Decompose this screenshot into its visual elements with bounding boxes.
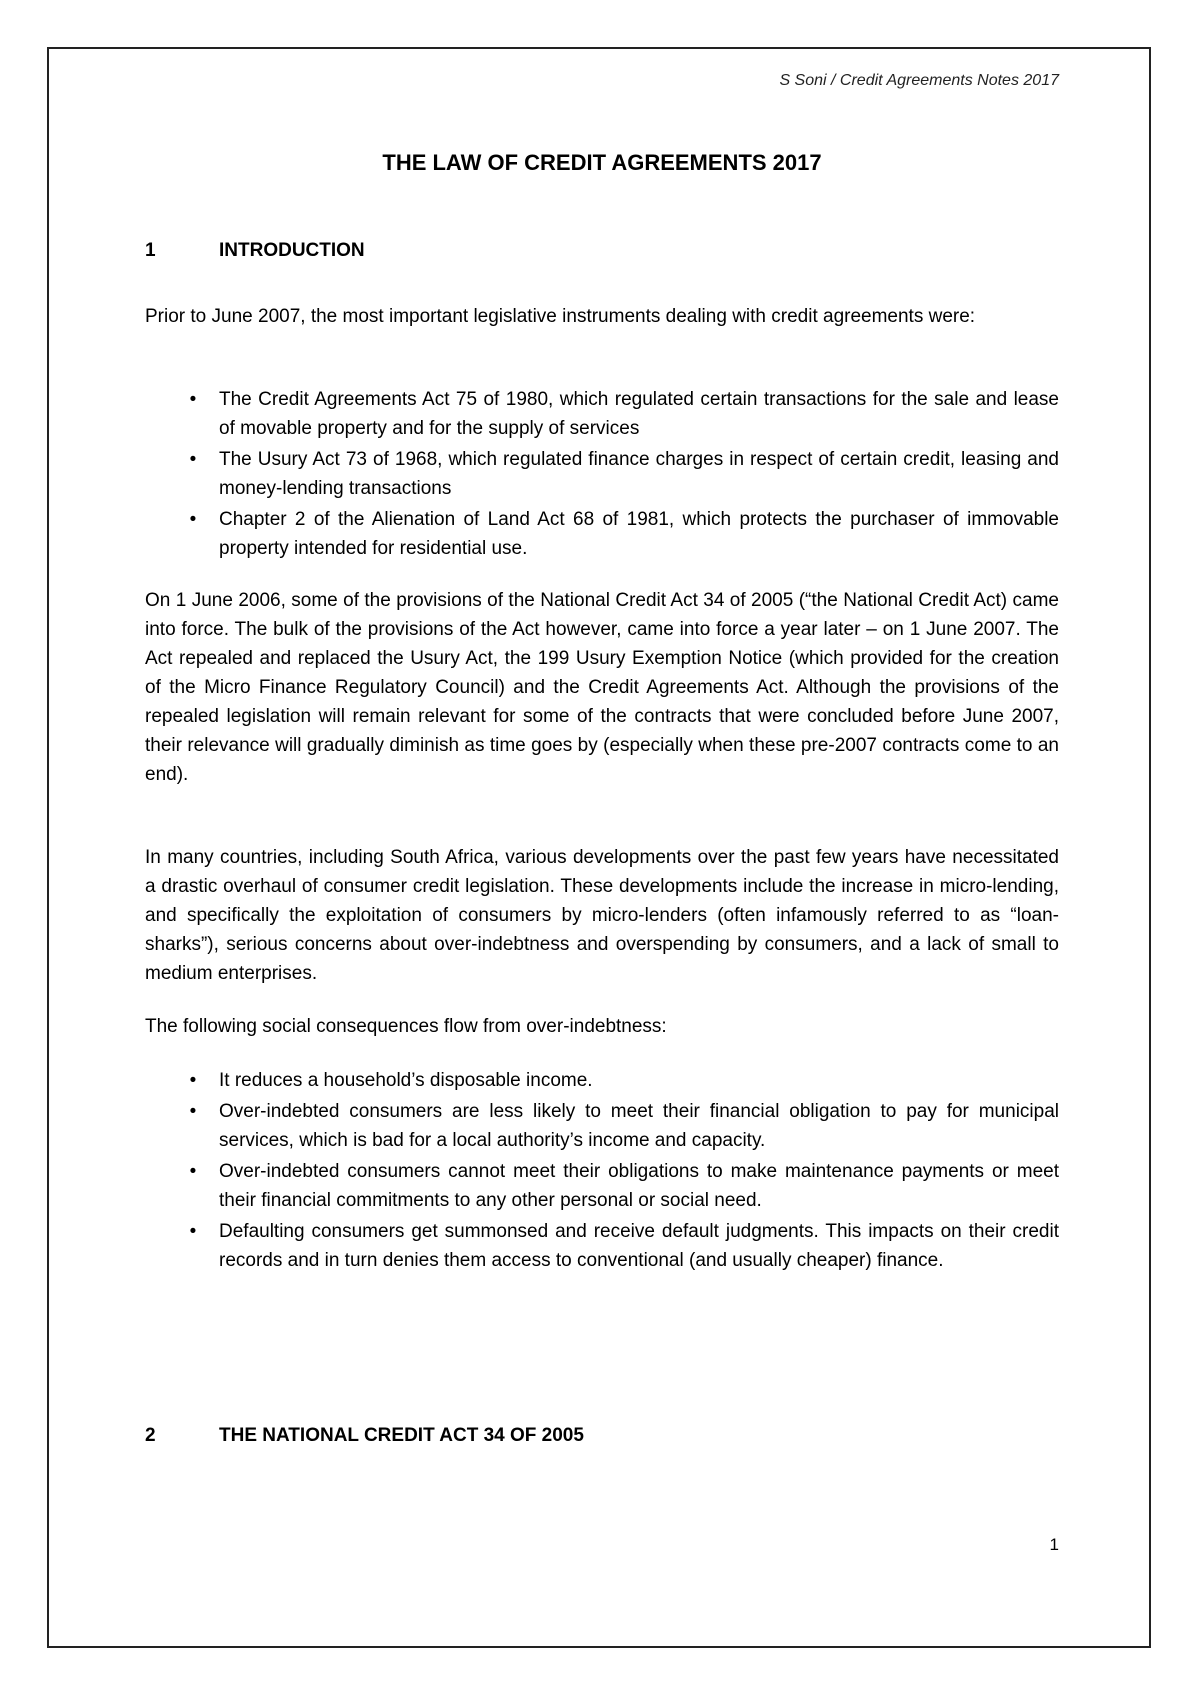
bullet-icon: • [189,389,197,410]
list-item-text: Chapter 2 of the Alienation of Land Act 68 of 1981, which protects the purchaser of immovable property intended for residential use. [219,509,1059,559]
section-heading-national-credit-act [145,1425,584,1447]
list-item-text: It reduces a household’s disposable income. [219,1070,593,1091]
list-item [145,1097,1059,1155]
consequences-intro-paragraph: The following social consequences flow from over-indebtness: [145,1016,667,1037]
section-title: THE NATIONAL CREDIT ACT 34 OF 2005 [219,1425,584,1446]
developments-paragraph: In many countries, including South Africa, various developments over the past few years have necessitated a drastic overhaul of consumer credit legislation. These developments include the increase in micro-lending, and specifically the exploitation of consumers by micro-lenders (often infamously referred to as “loan-sharks”), serious concerns about over-indebtness and overspending by consumers, and a lack of small to medium enterprises. [145,847,1059,984]
legislation-list [145,385,1059,565]
consequences-list [145,1066,1059,1277]
bullet-icon: • [189,509,197,530]
national-credit-act-paragraph: On 1 June 2006, some of the provisions of the National Credit Act 34 of 2005 (“the National Credit Act) came into force. The bulk of the provisions of the Act however, came into force a year later – on 1 June 2007. The Act repealed and replaced the Usury Act, the 199 Usury Exemption Notice (which provided for the creation of the Micro Finance Regulatory Council) and the Credit Agreements Act. Although the provisions of the repealed legislation will remain relevant for some of the contracts that were concluded before June 2007, their relevance will gradually diminish as time goes by (especially when these pre-2007 contracts come to an end). [145,590,1059,785]
list-item-text: Over-indebted consumers cannot meet their obligations to make maintenance payments or meet their financial commitments to any other personal or social need. [219,1161,1059,1211]
section-heading-introduction [145,240,365,262]
list-item [145,1157,1059,1215]
list-item-text: The Credit Agreements Act 75 of 1980, which regulated certain transactions for the sale and lease of movable property and for the supply of services [219,389,1059,439]
running-header: S Soni / Credit Agreements Notes 2017 [779,72,1059,89]
list-item [145,385,1059,443]
list-item [145,505,1059,563]
bullet-icon: • [189,1221,197,1242]
document-title: THE LAW OF CREDIT AGREEMENTS 2017 [382,150,822,175]
list-item [145,1217,1059,1275]
bullet-icon: • [189,449,197,470]
page-number: 1 [1049,1535,1059,1554]
section-title: INTRODUCTION [219,240,365,261]
list-item [145,1066,1059,1095]
section-number: 1 [145,240,156,261]
section-number: 2 [145,1425,156,1446]
list-item-text: The Usury Act 73 of 1968, which regulated finance charges in respect of certain credit, leasing and money-lending transactions [219,449,1059,499]
intro-paragraph: Prior to June 2007, the most important legislative instruments dealing with credit agreements were: [145,306,976,327]
list-item-text: Over-indebted consumers are less likely to meet their financial obligation to pay for municipal services, which is bad for a local authority’s income and capacity. [219,1101,1059,1151]
bullet-icon: • [189,1070,197,1091]
list-item [145,445,1059,503]
bullet-icon: • [189,1101,197,1122]
list-item-text: Defaulting consumers get summonsed and receive default judgments. This impacts on their credit records and in turn denies them access to conventional (and usually cheaper) finance. [219,1221,1059,1271]
bullet-icon: • [189,1161,197,1182]
